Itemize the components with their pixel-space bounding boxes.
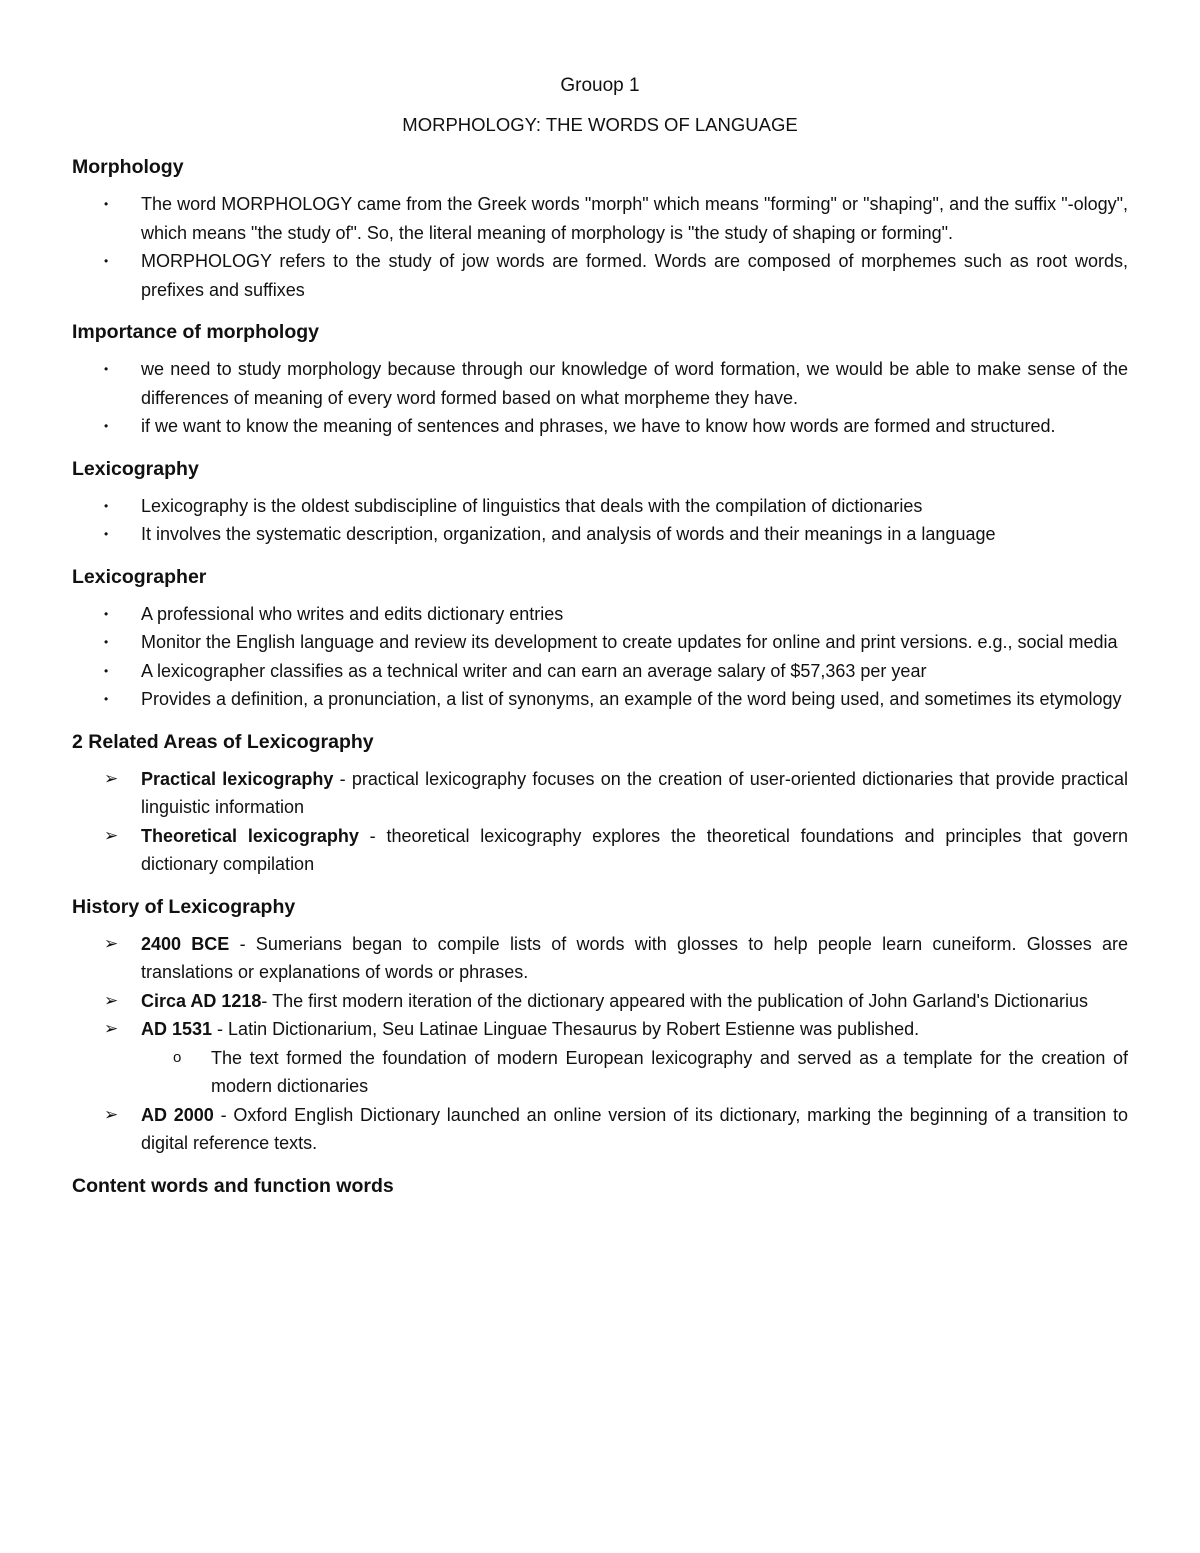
list-item-term: Circa AD 1218 — [141, 990, 262, 1011]
list-item — [72, 520, 1128, 549]
list-item-term: Theoretical lexicography — [141, 825, 359, 846]
list-item — [72, 987, 1128, 1016]
heading-morphology: Morphology — [72, 156, 184, 178]
list-item — [72, 657, 1128, 686]
list-item-text: Monitor the English language and review its development to create updates for online and print versions. e.g., social media — [141, 632, 1118, 652]
list-item-text: - practical lexicography focuses on the creation of user-oriented dictionaries that provide practical linguistic information — [141, 768, 1128, 817]
bullet-icon: • — [104, 635, 109, 649]
bullet-icon: • — [104, 606, 109, 621]
list-item-text: MORPHOLOGY refers to the study of jow words are formed. Words are composed of morphemes such as root words, prefixes and suffixes — [141, 251, 1128, 300]
morphology-list — [72, 190, 1128, 304]
list-item — [72, 247, 1128, 304]
lexicography-list — [72, 492, 1128, 549]
sub-list-item-text: The text formed the foundation of modern European lexicography and served as a template for the creation of modern dictionaries — [211, 1047, 1128, 1096]
heading-lexicography: Lexicography — [72, 457, 199, 480]
list-item-text: - Oxford English Dictionary launched an online version of its dictionary, marking the beginning of a transition to digital reference texts. — [141, 1104, 1129, 1153]
history-sub-list — [141, 1044, 1128, 1101]
heading-lexicographer: Lexicographer — [72, 565, 207, 588]
heading-history: History of Lexicography — [72, 895, 296, 918]
history-list — [72, 930, 1128, 1158]
list-item-text: It involves the systematic description, organization, and analysis of words and their meanings in a language — [141, 524, 996, 544]
list-item-text: we need to study morphology because through our knowledge of word formation, we would be able to make sense of the differences of meaning of every word formed based on what morpheme they have. — [141, 359, 1128, 408]
list-item — [72, 190, 1128, 247]
list-item-text: - The first modern iteration of the dictionary appeared with the publication of John Garland's Dictionarius — [261, 990, 1088, 1011]
list-item-text: The word MORPHOLOGY came from the Greek words "morph" which means "forming" or "shaping", and the suffix "-ology", which means "the study of". So, the literal meaning of morphology is "the study of shaping or forming". — [141, 194, 1128, 243]
related-areas-list — [72, 765, 1128, 879]
list-item-text: Provides a definition, a pronunciation, a list of synonyms, an example of the word being used, and sometimes its etymology — [141, 689, 1122, 709]
arrow-bullet-icon: ➢ — [104, 1104, 119, 1124]
list-item — [72, 822, 1128, 879]
bullet-icon: • — [104, 663, 109, 678]
list-item — [72, 930, 1128, 987]
bullet-icon: • — [104, 692, 109, 706]
circle-bullet-icon: o — [173, 1048, 182, 1066]
list-item-term: AD 1531 — [141, 1019, 213, 1039]
list-item-text: - Latin Dictionarium, Seu Latinae Linguae Thesaurus by Robert Estienne was published. — [212, 1019, 920, 1039]
sub-list-item — [141, 1044, 1128, 1101]
list-item — [72, 600, 1128, 629]
arrow-bullet-icon: ➢ — [104, 990, 119, 1010]
list-item — [72, 1015, 1128, 1101]
list-item — [72, 765, 1128, 822]
document-subtitle: MORPHOLOGY: THE WORDS OF LANGUAGE — [402, 114, 798, 135]
arrow-bullet-icon: ➢ — [104, 1019, 119, 1038]
list-item — [72, 628, 1128, 657]
bullet-icon: • — [104, 419, 109, 433]
bullet-icon: • — [104, 362, 109, 376]
list-item-text: A lexicographer classifies as a technical writer and can earn an average salary of $57,363 per year — [141, 660, 927, 681]
arrow-bullet-icon: ➢ — [104, 933, 119, 953]
list-item-text: - theoretical lexicography explores the theoretical foundations and principles that govern dictionary compilation — [141, 825, 1129, 874]
list-item-text: - Sumerians began to compile lists of words with glosses to help people learn cuneiform. Glosses are translations or explanations of words or phrases. — [141, 933, 1128, 982]
list-item — [72, 492, 1128, 521]
lexicographer-list — [72, 600, 1128, 714]
list-item-term: AD 2000 — [141, 1104, 214, 1125]
bullet-icon: • — [104, 498, 109, 513]
list-item — [72, 355, 1128, 412]
bullet-icon: • — [104, 527, 109, 541]
heading-importance: Importance of morphology — [72, 321, 320, 343]
list-item-text: Lexicography is the oldest subdiscipline of linguistics that deals with the compilation of dictionaries — [141, 495, 923, 516]
list-item — [72, 1101, 1128, 1158]
list-item — [72, 685, 1128, 714]
bullet-icon: • — [104, 197, 109, 211]
heading-related-areas: 2 Related Areas of Lexicography — [72, 730, 374, 753]
list-item — [72, 412, 1128, 441]
list-item-term: 2400 BCE — [141, 933, 230, 954]
bullet-icon: • — [104, 254, 109, 268]
arrow-bullet-icon: ➢ — [104, 825, 119, 845]
arrow-bullet-icon: ➢ — [104, 768, 119, 788]
list-item-text: if we want to know the meaning of sentences and phrases, we have to know how words are formed and structured. — [141, 416, 1056, 436]
heading-content-words: Content words and function words — [72, 1174, 394, 1197]
document-title: Grouop 1 — [560, 75, 640, 96]
list-item-term: Practical lexicography — [141, 768, 334, 789]
list-item-text: A professional who writes and edits dictionary entries — [141, 603, 564, 624]
importance-list — [72, 355, 1128, 441]
